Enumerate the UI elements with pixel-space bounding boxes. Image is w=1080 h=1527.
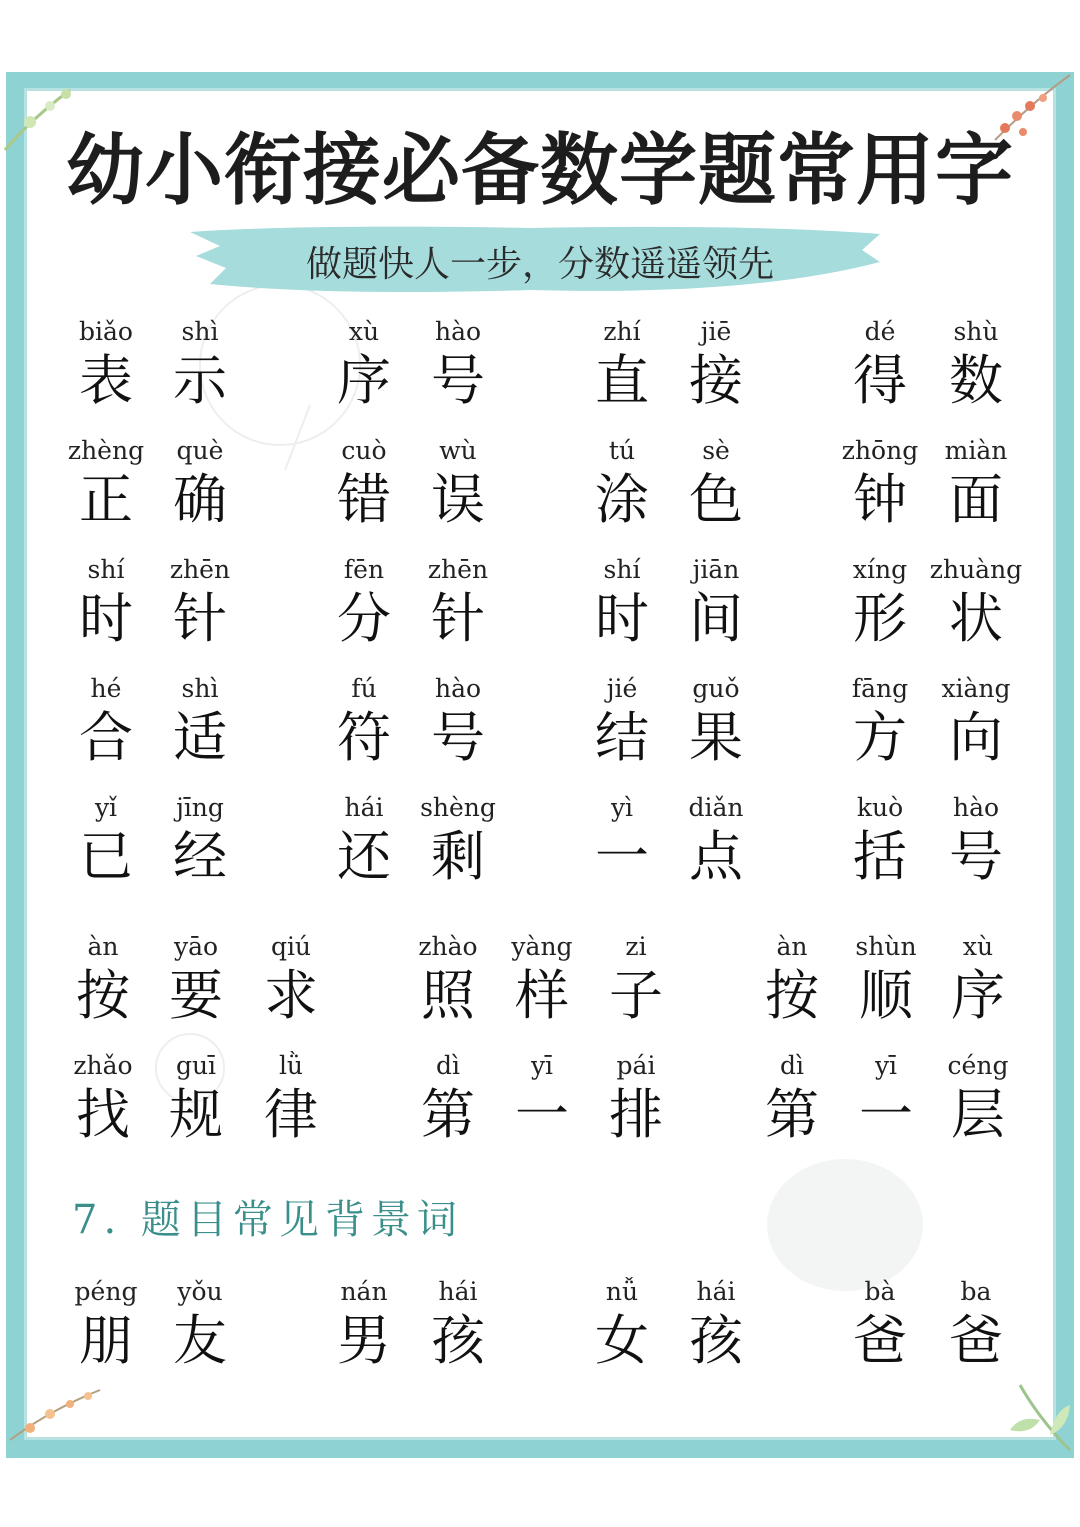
character-cell — [316, 791, 412, 889]
character-cell — [668, 315, 764, 413]
pinyin-label: shì — [181, 674, 219, 703]
hanzi-character: 号 — [431, 706, 485, 769]
pinyin-label: zhào — [418, 932, 478, 961]
character-cell — [494, 930, 590, 1028]
hanzi-character: 号 — [949, 825, 1003, 888]
pinyin-label: shí — [603, 555, 641, 584]
hanzi-character: 顺 — [859, 964, 913, 1027]
pinyin-label: hái — [696, 1277, 736, 1306]
pinyin-label: guǒ — [692, 674, 740, 703]
character-cell — [58, 1275, 154, 1373]
pinyin-label: shèng — [420, 793, 496, 822]
hanzi-character: 接 — [689, 349, 743, 412]
character-cell — [410, 434, 506, 532]
hanzi-character: 剩 — [431, 825, 485, 888]
pinyin-label: wù — [439, 436, 477, 465]
hanzi-character: 按 — [765, 964, 819, 1027]
hanzi-character: 号 — [431, 349, 485, 412]
character-cell — [928, 791, 1024, 889]
character-cell — [574, 791, 670, 889]
hanzi-character: 序 — [951, 964, 1005, 1027]
pinyin-label: biǎo — [79, 317, 133, 346]
pinyin-label: yì — [610, 793, 634, 822]
pinyin-label: dé — [864, 317, 896, 346]
hanzi-character: 还 — [337, 825, 391, 888]
character-cell — [832, 791, 928, 889]
hanzi-character: 层 — [951, 1083, 1005, 1146]
hanzi-character: 适 — [173, 706, 227, 769]
character-cell — [574, 1275, 670, 1373]
hanzi-character: 数 — [949, 349, 1003, 412]
pinyin-label: yàng — [511, 932, 573, 961]
hanzi-character: 示 — [173, 349, 227, 412]
hanzi-character: 形 — [853, 587, 907, 650]
character-cell — [832, 315, 928, 413]
character-cell — [928, 553, 1024, 651]
hanzi-character: 误 — [431, 468, 485, 531]
character-cell — [400, 930, 496, 1028]
hanzi-character: 照 — [421, 964, 475, 1027]
character-cell — [574, 434, 670, 532]
pinyin-label: céng — [947, 1051, 1009, 1080]
hanzi-character: 确 — [173, 468, 227, 531]
character-cell — [58, 791, 154, 889]
character-cell — [838, 930, 934, 1028]
hanzi-character: 找 — [76, 1083, 130, 1146]
character-cell — [410, 553, 506, 651]
pinyin-label: jié — [606, 674, 638, 703]
hanzi-character: 规 — [169, 1083, 223, 1146]
flower-decoration-icon — [0, 1370, 110, 1450]
hanzi-character: 友 — [173, 1309, 227, 1372]
hanzi-character: 分 — [337, 587, 391, 650]
hanzi-character: 朋 — [79, 1309, 133, 1372]
character-cell — [410, 315, 506, 413]
hanzi-character: 方 — [853, 706, 907, 769]
hanzi-character: 经 — [173, 825, 227, 888]
hanzi-character: 钟 — [853, 468, 907, 531]
pinyin-label: shì — [181, 317, 219, 346]
hanzi-character: 律 — [264, 1083, 318, 1146]
hanzi-character: 针 — [173, 587, 227, 650]
pinyin-label: zhuàng — [929, 555, 1023, 584]
pinyin-label: què — [176, 436, 224, 465]
pinyin-label: hào — [952, 793, 1000, 822]
hanzi-character: 面 — [949, 468, 1003, 531]
pinyin-label: zhēn — [427, 555, 489, 584]
character-cell — [410, 672, 506, 770]
pinyin-label: diǎn — [688, 793, 744, 822]
pinyin-label: fēn — [343, 555, 385, 584]
character-cell — [316, 1275, 412, 1373]
section-heading: 7. 题目常见背景词 — [72, 1197, 463, 1243]
character-cell — [152, 434, 248, 532]
hanzi-character: 果 — [689, 706, 743, 769]
pinyin-label: fú — [351, 674, 377, 703]
character-cell — [410, 791, 506, 889]
character-cell — [744, 1049, 840, 1147]
pinyin-label: shùn — [855, 932, 917, 961]
character-cell — [832, 434, 928, 532]
hanzi-character: 色 — [689, 468, 743, 531]
hanzi-character: 括 — [853, 825, 907, 888]
character-cell — [668, 672, 764, 770]
character-cell — [152, 553, 248, 651]
hanzi-character: 错 — [337, 468, 391, 531]
character-cell — [58, 434, 154, 532]
pinyin-label: jiān — [692, 555, 740, 584]
hanzi-character: 正 — [79, 468, 133, 531]
pinyin-label: dì — [436, 1051, 460, 1080]
pinyin-label: xiàng — [941, 674, 1011, 703]
character-cell — [668, 791, 764, 889]
character-cell — [316, 553, 412, 651]
hanzi-character: 符 — [337, 706, 391, 769]
pinyin-label: hái — [438, 1277, 478, 1306]
hanzi-character: 求 — [264, 964, 318, 1027]
pinyin-label: yǒu — [177, 1277, 223, 1306]
character-cell — [668, 1275, 764, 1373]
pinyin-label: xíng — [852, 555, 908, 584]
pinyin-label: bà — [864, 1277, 896, 1306]
pinyin-label: zhí — [603, 317, 641, 346]
hanzi-character: 女 — [595, 1309, 649, 1372]
pinyin-label: zhǎo — [73, 1051, 133, 1080]
hanzi-character: 第 — [765, 1083, 819, 1146]
hanzi-character: 序 — [337, 349, 391, 412]
character-cell — [410, 1275, 506, 1373]
pinyin-label: qiú — [270, 932, 312, 961]
character-cell — [152, 791, 248, 889]
hanzi-character: 涂 — [595, 468, 649, 531]
hanzi-character: 一 — [515, 1083, 569, 1146]
hanzi-character: 爸 — [853, 1309, 907, 1372]
character-cell — [316, 315, 412, 413]
hanzi-character: 男 — [337, 1309, 391, 1372]
character-cell — [152, 672, 248, 770]
pinyin-label: péng — [74, 1277, 138, 1306]
pinyin-label: nán — [340, 1277, 388, 1306]
character-cell — [243, 930, 339, 1028]
character-cell — [574, 315, 670, 413]
hanzi-character: 已 — [79, 825, 133, 888]
character-cell — [928, 315, 1024, 413]
pinyin-label: hào — [434, 317, 482, 346]
character-cell — [574, 672, 670, 770]
pinyin-label: kuò — [856, 793, 904, 822]
pinyin-label: hé — [90, 674, 122, 703]
character-cell — [494, 1049, 590, 1147]
pinyin-label: yǐ — [94, 793, 118, 822]
hanzi-character: 间 — [689, 587, 743, 650]
pinyin-label: pái — [616, 1051, 656, 1080]
hanzi-character: 第 — [421, 1083, 475, 1146]
page-title: 幼小衔接必备数学题常用字 — [65, 126, 1014, 216]
hanzi-character: 时 — [595, 587, 649, 650]
leaf-decoration-icon — [1000, 1380, 1075, 1455]
character-cell — [668, 434, 764, 532]
hanzi-character: 时 — [79, 587, 133, 650]
character-cell — [243, 1049, 339, 1147]
hanzi-character: 孩 — [689, 1309, 743, 1372]
hanzi-character: 子 — [609, 964, 663, 1027]
hanzi-character: 爸 — [949, 1309, 1003, 1372]
hanzi-character: 按 — [76, 964, 130, 1027]
hanzi-character: 孩 — [431, 1309, 485, 1372]
pinyin-label: hào — [434, 674, 482, 703]
pinyin-label: ba — [960, 1277, 992, 1306]
pinyin-label: guī — [175, 1051, 217, 1080]
character-cell — [55, 930, 151, 1028]
pinyin-label: xù — [348, 317, 380, 346]
hanzi-character: 合 — [79, 706, 133, 769]
pinyin-label: àn — [87, 932, 119, 961]
pinyin-label: cuò — [341, 436, 387, 465]
pinyin-label: yī — [874, 1051, 898, 1080]
hanzi-character: 样 — [515, 964, 569, 1027]
pinyin-label: nǚ — [605, 1277, 639, 1306]
character-cell — [832, 672, 928, 770]
pinyin-label: sè — [702, 436, 730, 465]
hanzi-character: 得 — [853, 349, 907, 412]
hanzi-character: 点 — [689, 825, 743, 888]
character-cell — [152, 315, 248, 413]
character-cell — [832, 553, 928, 651]
character-cell — [58, 672, 154, 770]
character-cell — [58, 315, 154, 413]
pinyin-label: zhōng — [841, 436, 919, 465]
pinyin-label: tú — [608, 436, 636, 465]
character-cell — [588, 1049, 684, 1147]
character-cell — [148, 930, 244, 1028]
hanzi-character: 结 — [595, 706, 649, 769]
pinyin-label: àn — [776, 932, 808, 961]
character-cell — [668, 553, 764, 651]
hanzi-character: 向 — [949, 706, 1003, 769]
pinyin-label: jīng — [176, 793, 224, 822]
character-cell — [928, 434, 1024, 532]
hanzi-character: 一 — [859, 1083, 913, 1146]
pinyin-label: zhèng — [67, 436, 145, 465]
character-cell — [574, 553, 670, 651]
character-cell — [930, 930, 1026, 1028]
character-cell — [928, 1275, 1024, 1373]
character-cell — [744, 930, 840, 1028]
character-cell — [928, 672, 1024, 770]
pinyin-label: zi — [625, 932, 647, 961]
character-cell — [832, 1275, 928, 1373]
character-cell — [316, 672, 412, 770]
pinyin-label: dì — [780, 1051, 804, 1080]
character-cell — [55, 1049, 151, 1147]
character-cell — [316, 434, 412, 532]
page-subtitle: 做题快人一步，分数遥遥领先 — [305, 244, 774, 285]
hanzi-character: 表 — [79, 349, 133, 412]
character-cell — [930, 1049, 1026, 1147]
hanzi-character: 排 — [609, 1083, 663, 1146]
hanzi-character: 要 — [169, 964, 223, 1027]
pinyin-label: jiē — [700, 317, 732, 346]
pinyin-label: yī — [530, 1051, 554, 1080]
character-cell — [400, 1049, 496, 1147]
pinyin-label: yāo — [173, 932, 219, 961]
pinyin-label: zhēn — [169, 555, 231, 584]
faint-blob-decoration — [765, 1155, 925, 1295]
hanzi-character: 一 — [595, 825, 649, 888]
pinyin-label: hái — [344, 793, 384, 822]
pinyin-label: fāng — [851, 674, 909, 703]
pinyin-label: shù — [953, 317, 999, 346]
hanzi-character: 状 — [949, 587, 1003, 650]
pinyin-label: xù — [962, 932, 994, 961]
character-cell — [152, 1275, 248, 1373]
character-cell — [58, 553, 154, 651]
pinyin-label: lǜ — [278, 1051, 304, 1080]
pinyin-label: miàn — [944, 436, 1008, 465]
character-cell — [148, 1049, 244, 1147]
pinyin-label: shí — [87, 555, 125, 584]
hanzi-character: 直 — [595, 349, 649, 412]
hanzi-character: 针 — [431, 587, 485, 650]
character-cell — [838, 1049, 934, 1147]
character-cell — [588, 930, 684, 1028]
